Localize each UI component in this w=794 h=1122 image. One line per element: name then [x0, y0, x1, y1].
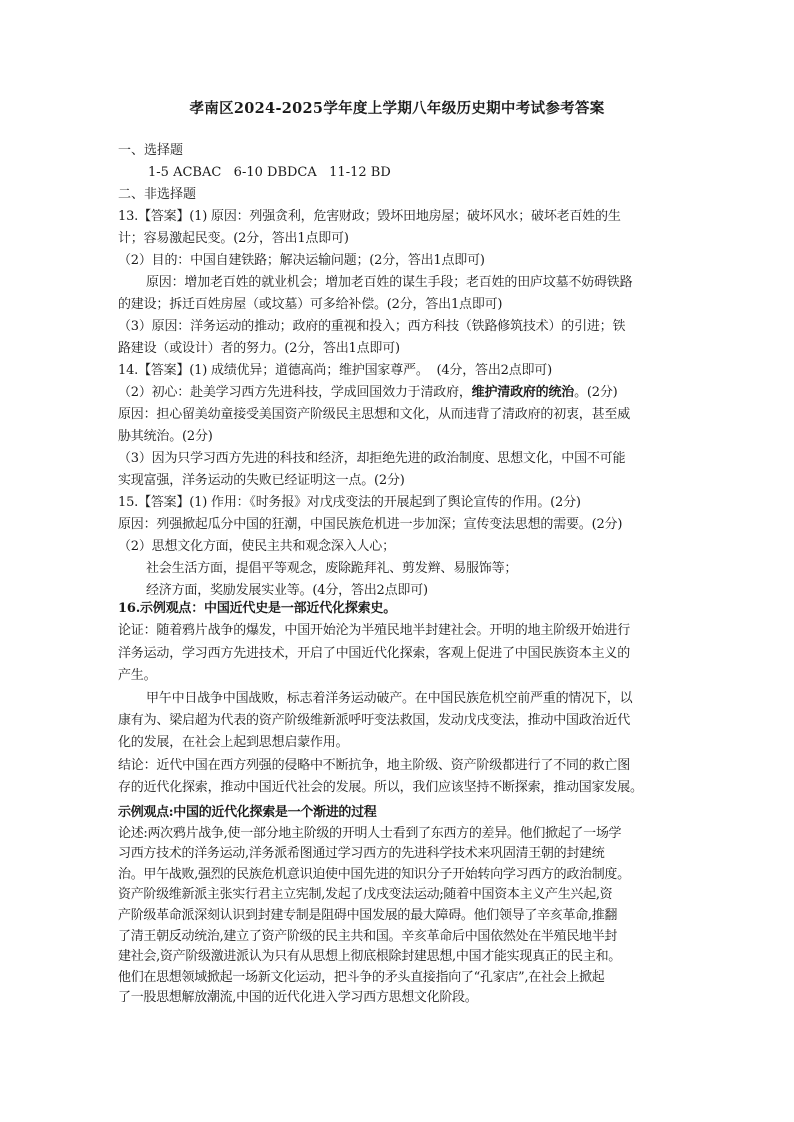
choice-answers: 1-5 ACBAC 6-10 DBDCA 11-12 BD [148, 165, 391, 180]
q16-line: 化的发展，在社会上起到思想启蒙作用。 [118, 735, 349, 751]
example2-line: 论述:两次鸦片战争,使一部分地主阶级的开明人士看到了东西方的差异。他们掀起了一场学 [118, 825, 622, 841]
q13-line: 的建设；拆迁百姓房屋（或坟墓）可多给补偿。(2分，答出1点即可) [118, 297, 503, 312]
q16-line: 洋务运动，学习西方先进技术，开启了中国近代化探索，客观上促进了中国民族资本主义的 [118, 645, 631, 661]
q15-line: （2）思想文化方面，使民主共和观念深入人心； [118, 539, 395, 554]
q14-line-2 [118, 382, 684, 404]
q15-line: 社会生活方面，提倡平等观念，废除跪拜礼、剪发辫、易服饰等； [146, 561, 518, 576]
q15-line: 15.【答案】(1) 作用：《时务报》对戊戌变法的开展起到了舆论宣传的作用。(2分) [118, 495, 581, 510]
question-15 [118, 492, 684, 602]
section-multiple-choice [118, 140, 684, 206]
q13-line: 原因：增加老百姓的就业机会；增加老百姓的谋生手段；老百姓的田庐坟墓不妨碍铁路 [146, 275, 633, 290]
q15-line: 原因：列强掀起瓜分中国的狂潮，中国民族危机进一步加深；宣传变法思想的需要。(2分) [118, 517, 623, 532]
q16-line: 产生。 [118, 668, 157, 684]
q14-line-2c: 。(2分) [574, 385, 618, 400]
q16-line: 结论：近代中国在西方列强的侵略中不断抗争，地主阶级、资产阶级都进行了不同的救亡图 [118, 757, 631, 773]
section-heading-nonchoice: 二、非选择题 [118, 187, 197, 202]
q13-line: （2）目的：中国自建铁路；解决运输问题；(2分，答出1点即可) [118, 253, 485, 268]
example2-heading: 示例观点:中国的近代化探索是一个渐进的过程 [118, 805, 377, 820]
q15-line: 经济方面，奖励发展实业等。(4分，答出2点即可) [146, 583, 428, 598]
q13-line: （3）原因：洋务运动的推动；政府的重视和投入；西方科技（铁路修筑技术）的引进；铁 [118, 319, 626, 334]
q14-line: 原因：担心留美幼童接受美国资产阶级民主思想和文化，从而违背了清政府的初衷，甚至威 [118, 407, 631, 422]
example-viewpoint-2 [118, 803, 684, 1009]
section-heading-choice: 一、选择题 [118, 143, 184, 158]
q16-line: 甲午中日战争中国战败，标志着洋务运动破产。在中国民族危机空前严重的情况下，以 [146, 690, 633, 706]
q16-heading: 16.示例观点：中国近代史是一部近代化探索史。 [118, 601, 397, 616]
example2-line: 了清王朝反动统治,建立了资产阶级的民主共和国。辛亥革命后中国依然处在半殖民地半封 [118, 928, 618, 944]
example2-line: 他们在思想领域掀起一场新文化运动，把斗争的矛头直接指向了“孔家店”,在社会上掀起 [118, 969, 605, 985]
example2-line: 资产阶级维新派主张实行君主立宪制,发起了戊戌变法运动;随着中国资本主义产生兴起,资 [118, 887, 613, 903]
q13-line: 计；容易激起民变。(2分，答出1点即可) [118, 231, 349, 246]
q14-line: 14.【答案】(1) 成绩优异；道德高尚；维护国家尊严。 (4分，答出2点即可) [118, 363, 552, 378]
example2-line: 了一股思想解放潮流,中国的近代化进入学习西方思想文化阶段。 [118, 990, 478, 1006]
example2-line: 习西方技术的洋务运动,洋务派希图通过学习西方的先进科学技术来巩固清王朝的封建统 [118, 846, 605, 862]
question-16 [118, 598, 684, 800]
q13-line: 路建设（或设计）者的努力。(2分，答出1点即可) [118, 341, 400, 356]
page-title: 孝南区2024-2025学年度上学期八年级历史期中考试参考答案 [189, 100, 605, 117]
q14-line: 胁其统治。(2分) [118, 429, 213, 444]
q16-line: 存的近代化探索，推动中国近代社会的发展。所以，我们应该坚持不断探索，推动国家发展。 [118, 780, 643, 796]
q14-line: （3）因为只学习西方先进的科技和经济，却拒绝先进的政治制度、思想文化，中国不可能 [118, 451, 626, 466]
example2-line: 治。甲午战败,强烈的民族危机意识迫使中国先进的知识分子开始转向学习西方的政治制度。 [118, 866, 630, 882]
q16-line: 康有为、梁启超为代表的资产阶级维新派呼吁变法救国，发动戊戌变法，推动中国政治近代 [118, 713, 631, 729]
q16-line: 论证：随着鸦片战争的爆发，中国开始沦为半殖民地半封建社会。开明的地主阶级开始进行 [118, 623, 631, 639]
example2-line: 产阶级革命派深刻认识到封建专制是阻碍中国发展的最大障碍。他们领导了辛亥革命,推翻 [118, 907, 618, 923]
question-14 [118, 360, 684, 492]
example2-line: 建社会,资产阶级激进派认为只有从思想上彻底根除封建思想,中国才能实现真正的民主和。 [118, 949, 621, 965]
q14-emphasis: 维护清政府的统治 [471, 385, 575, 400]
q14-line-2a: （2）初心：赴美学习西方先进科技，学成回国效力于清政府， [118, 385, 472, 400]
q14-line: 实现富强，洋务运动的失败已经证明这一点。(2分) [118, 473, 405, 488]
question-13 [118, 206, 684, 360]
q13-line: 13.【答案】(1) 原因：列强贪利，危害财政；毁坏田地房屋；破坏风水；破坏老百姓的生 [118, 209, 621, 224]
